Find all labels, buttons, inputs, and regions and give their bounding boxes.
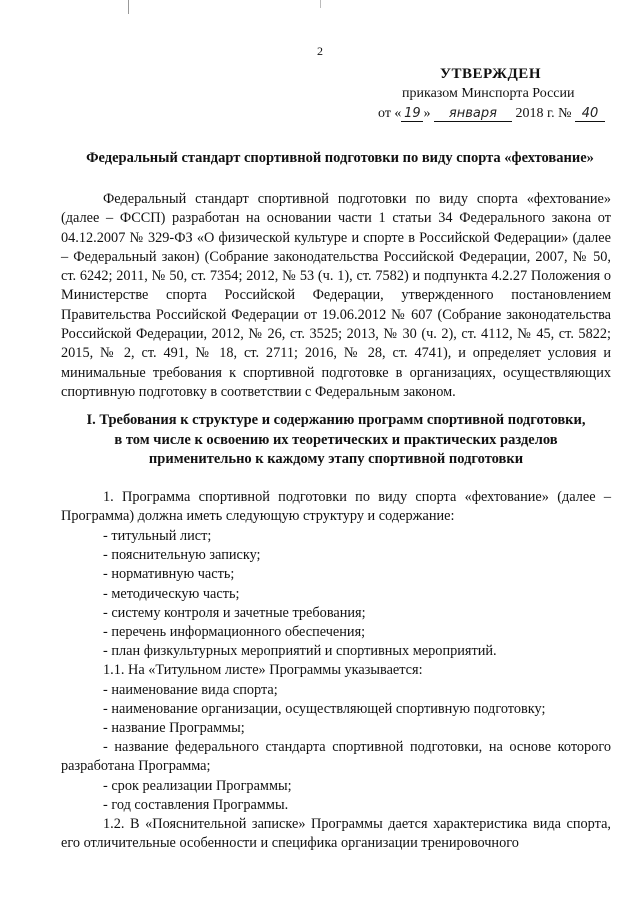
paragraph-1 [61,488,611,527]
list-item: - наименование вида спорта; [103,681,278,698]
page-number: 2 [317,44,323,58]
scan-mark [320,0,321,8]
approval-order: приказом Минспорта России [402,86,575,101]
section-heading-line: в том числе к освоению их теоретических и практических разделов [114,431,558,448]
scan-mark [128,0,129,14]
date-prefix: от « [378,106,402,121]
list-item: - титульный лист; [103,528,212,544]
section-heading [61,411,611,470]
list-item: - нормативную часть; [103,566,235,583]
intro-text: Федеральный стандарт спортивной подготовки по виду спорта «фехтование» (далее – ФССП) разработан на основании части 1 статьи 34 Федерального закона от 04.12.2007 № 329-ФЗ «О физической культуре и спорте в Российской Федерации» (далее – Федеральный закон) (Собрание законодательства Российской Федерации, 2007, № 50, ст. 6242; 2011, № 50, ст. 7354; 2012, № 53 (ч. 1), ст. 7582) и подпункта 4.2.27 Положения о Министерстве спорта Российской Федерации, утвержденного постановлением Правительства Российской Федерации от 19.06.2012 № 607 (Собрание законодательства Российской Федерации, 2012, № 26, ст. 3525; 2013, № 30 (ч. 2), ст. 4112, № 45, ст. 5822; 2015, № 2, ст. 491, № 18, ст. 2711; 2016, № 28, ст. 4741), и определяет условия и минимальные требования к спортивной подготовке в организациях, осуществляющих спортивную подготовку в соответствии с Федеральным законом. [61,191,611,400]
approval-heading: УТВЕРЖДЕН [440,66,541,82]
list-item: - наименование организации, осуществляющей спортивную подготовку; [103,700,546,717]
list-item: - название федерального стандарта спортивной подготовки, на основе которого разработана Программа; [61,739,611,775]
list-item: - перечень информационного обеспечения; [103,624,366,641]
list-item: - план физкультурных мероприятий и спортивных мероприятий. [103,643,497,660]
date-month: января [434,106,512,122]
list-item: - срок реализации Программы; [103,777,292,794]
date-mid: » [423,106,431,121]
section-heading-line: I. Требования к структуре и содержанию программ спортивной подготовки, [86,412,586,428]
list-item: - пояснительную записку; [103,547,261,564]
document-title: Федеральный стандарт спортивной подготовки по виду спорта «фехтование» [86,150,594,166]
list-item: - название Программы; [103,720,245,737]
date-day: 19 [401,106,423,122]
list-item: - методическую часть; [103,585,240,602]
list-item: - систему контроля и зачетные требования; [103,604,366,621]
order-number: 40 [575,106,605,122]
subsection-1-1: 1.1. На «Титульном листе» Программы указывается: [103,662,423,679]
structure-list [61,527,611,853]
subsection-1-2: 1.2. В «Пояснительной записке» Программы дается характеристика вида спорта, его отличительные особенности и специфика организации тренировочного [61,816,611,852]
date-year: 2018 г. № [515,106,572,121]
paragraph-1-text: 1. Программа спортивной подготовки по виду спорта «фехтование» (далее – Программа) должна иметь следующую структуру и содержание: [61,489,611,525]
approval-date [378,106,605,122]
intro-paragraph [61,190,611,402]
list-item: - год составления Программы. [103,796,289,813]
section-heading-line: применительно к каждому этапу спортивной подготовки [148,451,524,467]
